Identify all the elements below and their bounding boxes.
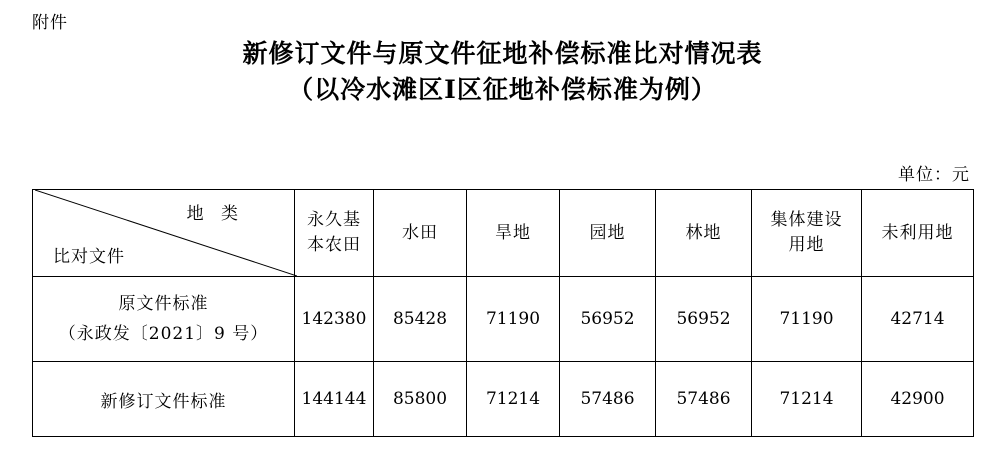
cell-revised-paddy-field: 85800 [374,362,467,437]
unit-label: 单位：元 [898,165,970,185]
column-header-line-1: 林地 [685,222,722,243]
cell-revised-unused-land: 42900 [862,362,974,437]
title-line-1: 新修订文件与原文件征地补偿标准比对情况表 [242,39,763,68]
cell-revised-garden-land: 57486 [560,362,656,437]
column-header-line-2: 本农田 [307,235,361,255]
column-header-paddy-field [374,190,467,277]
table-header-row [33,190,974,277]
table-row [33,362,974,437]
column-header-forest-land [656,190,752,277]
column-header-dry-land [467,190,560,277]
comparison-table [32,189,974,437]
cell-original-garden-land: 56952 [560,277,656,362]
column-header-permanent-farmland [295,190,374,277]
title-line-2: （以冷水滩区Ⅰ区征地补偿标准为例） [288,75,717,104]
column-header-line-1: 永久基 [307,210,361,230]
column-header-collective-construction-land [752,190,862,277]
cell-revised-dry-land: 71214 [467,362,560,437]
cell-revised-collective-construction-land: 71214 [752,362,862,437]
cell-original-unused-land: 42714 [862,277,974,362]
cell-original-dry-land: 71190 [467,277,560,362]
column-header-line-1: 集体建设 [770,210,843,230]
column-header-line-1: 水田 [402,222,438,243]
column-header-line-1: 旱地 [495,222,531,243]
column-header-line-2: 用地 [788,235,825,255]
column-header-line-1: 园地 [589,222,626,243]
corner-label-compare-file: 比对文件 [53,247,125,267]
column-header-garden-land [560,190,656,277]
cell-original-collective-construction-land: 71190 [752,277,862,362]
cell-revised-permanent-farmland: 144144 [295,362,374,437]
cell-original-permanent-farmland: 142380 [295,277,374,362]
document-title [0,36,1005,108]
cell-original-paddy-field: 85428 [374,277,467,362]
table-corner-cell [33,190,295,277]
cell-original-forest-land: 56952 [656,277,752,362]
row-header-original-standard [33,277,295,362]
column-header-unused-land [862,190,974,277]
row-header-line-1: 原文件标准 [118,294,209,314]
column-header-line-1: 未利用地 [881,222,954,243]
corner-label-land-type: 地 类 [186,204,244,224]
attachment-label: 附件 [32,13,68,33]
row-header-revised-standard: 新修订文件标准 [33,362,295,437]
table-row [33,277,974,362]
cell-revised-forest-land: 57486 [656,362,752,437]
row-header-line-2: （永政发〔2021〕9 号） [58,324,269,344]
